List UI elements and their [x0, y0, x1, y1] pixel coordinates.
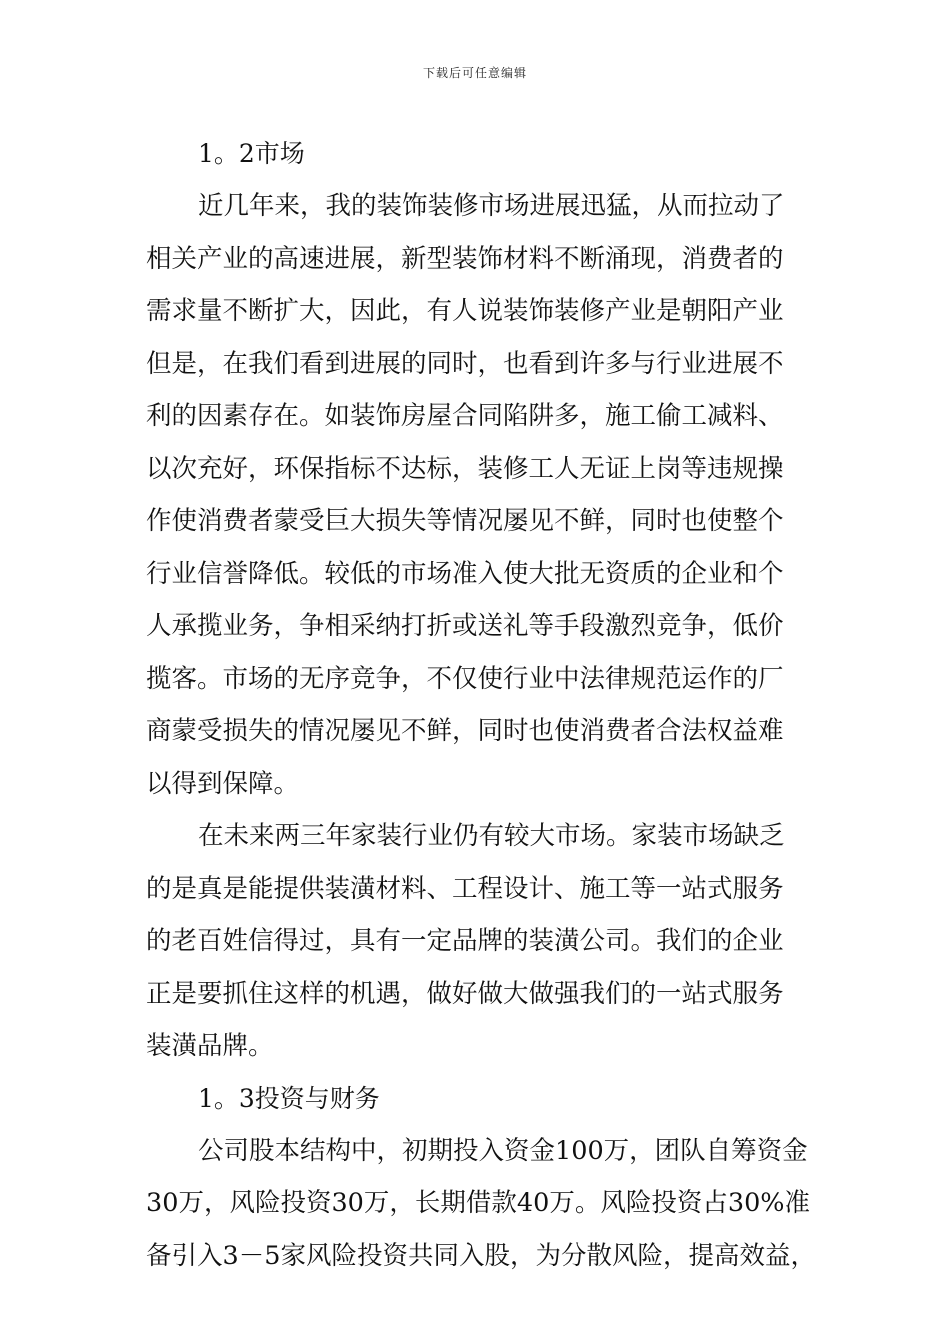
text-line: 的老百姓信得过，具有一定品牌的装潢公司。我们的企业 [146, 926, 784, 956]
page-header: 下载后可任意编辑 [422, 66, 527, 80]
text-line: 装潢品牌。 [146, 1031, 274, 1061]
text-line: 商蒙受损失的情况屡见不鲜，同时也使消费者合法权益难 [146, 716, 784, 746]
text-line: 正是要抓住这样的机遇，做好做大做强我们的一站式服务 [146, 978, 784, 1009]
text-line: 30万，风险投资30万，长期借款40万。风险投资占30%准 [146, 1188, 811, 1218]
paragraph-investment [146, 1125, 826, 1283]
text-line: 的是真是能提供装潢材料、工程设计、施工等一站式服务 [146, 873, 784, 904]
text-line: 公司股本结构中，初期投入资金100万，团队自筹资金 [198, 1135, 808, 1166]
text-line: 备引入3－5家风险投资共同入股，为分散风险，提高效益， [146, 1240, 816, 1271]
section-heading-investment: 1。3投资与财务 [198, 1083, 380, 1113]
document-body [146, 128, 826, 1282]
text-line: 但是，在我们看到进展的同时，也看到许多与行业进展不 [146, 348, 784, 379]
text-line: 利的因素存在。如装饰房屋合同陷阱多，施工偷工减料、 [146, 401, 784, 431]
text-line: 揽客。市场的无序竞争，不仅使行业中法律规范运作的厂 [146, 663, 784, 694]
text-line: 相关产业的高速进展，新型装饰材料不断涌现，消费者的 [146, 243, 784, 274]
text-line: 以得到保障。 [146, 768, 300, 799]
text-line: 以次充好，环保指标不达标，装修工人无证上岗等违规操 [146, 453, 784, 484]
text-line: 作使消费者蒙受巨大损失等情况屡见不鲜，同时也使整个 [146, 506, 784, 536]
text-line: 近几年来，我的装饰装修市场进展迅猛，从而拉动了 [198, 191, 785, 221]
paragraph-market-outlook [146, 810, 826, 1073]
text-line: 在未来两三年家装行业仍有较大市场。家装市场缺乏 [198, 821, 785, 851]
section-heading-market: 1。2市场 [198, 139, 305, 168]
text-line: 需求量不断扩大，因此，有人说装饰装修产业是朝阳产业 [146, 296, 784, 326]
text-line: 人承揽业务，争相采纳打折或送礼等手段激烈竞争，低价 [146, 611, 784, 641]
paragraph-market-overview [146, 180, 826, 810]
text-line: 行业信誉降低。较低的市场准入使大批无资质的企业和个 [146, 558, 784, 589]
